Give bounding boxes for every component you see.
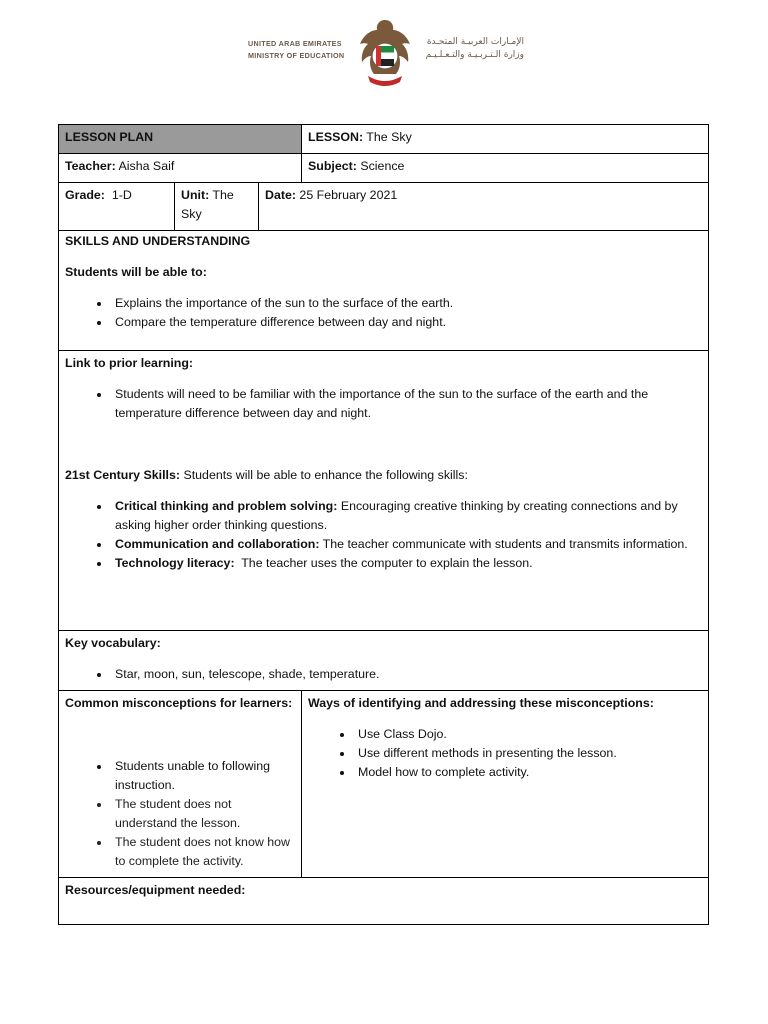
century-skill-label: Critical thinking and problem solving:: [115, 499, 338, 513]
ministry-header: [240, 14, 530, 90]
row-resources: [59, 878, 709, 925]
prior-learning-cell: [59, 351, 709, 631]
addressing-misconceptions-cell: [302, 691, 709, 878]
addressing-list: [308, 725, 702, 782]
row-teacher: [59, 154, 709, 183]
lesson-plan-table: [58, 124, 709, 925]
misconception-item: • The student does not know how to complete the activity.: [111, 833, 295, 871]
lesson-cell: [302, 125, 709, 154]
vocabulary-cell: [59, 631, 709, 691]
ministry-en-line-1: UNITED ARAB EMIRATES: [248, 39, 342, 48]
row-lesson: [59, 125, 709, 154]
row-misconceptions: [59, 691, 709, 878]
skills-cell: [59, 231, 709, 351]
century-skill-item: [111, 535, 702, 554]
century-skill-text: Encouraging creative thinking by creating connections and by asking higher order thinking questions.: [115, 499, 678, 532]
vocabulary-item: • Star, moon, sun, telescope, shade, temperature.: [111, 665, 702, 684]
teacher-label: Teacher:: [65, 159, 116, 173]
century-skills-text: Students will be able to enhance the following skills:: [180, 468, 468, 482]
teacher-cell: [59, 154, 302, 183]
unit-cell: [175, 183, 259, 231]
unit-value: The Sky: [181, 188, 234, 221]
skills-item: • Compare the temperature difference between day and night.: [111, 313, 702, 332]
addressing-item: • Use Class Dojo.: [354, 725, 702, 744]
vocabulary-title: Key vocabulary:: [65, 636, 161, 650]
ministry-ar-line-1: الإمـارات العربيـة المتحـدة: [426, 37, 524, 47]
subject-value: Science: [356, 159, 405, 173]
lesson-value: The Sky: [363, 130, 412, 144]
century-skill-text: The teacher communicate with students and transmits information.: [319, 537, 688, 551]
misconceptions-list: [65, 757, 295, 871]
century-skill-text: The teacher uses the computer to explain the lesson.: [234, 556, 533, 570]
date-cell: [259, 183, 709, 231]
row-skills: [59, 231, 709, 351]
century-skill-label: Communication and collaboration:: [115, 537, 320, 551]
century-skill-item: [111, 497, 702, 535]
century-skill-label: Technology literacy:: [115, 556, 235, 570]
prior-learning-list: [65, 385, 702, 423]
resources-cell: [59, 878, 709, 925]
row-vocabulary: [59, 631, 709, 691]
century-skills-label: 21st Century Skills:: [65, 468, 181, 482]
ministry-en-line-2: MINISTRY OF EDUCATION: [248, 51, 345, 60]
misconceptions-title: Common misconceptions for learners:: [65, 696, 293, 710]
row-prior-learning: [59, 351, 709, 631]
ministry-name-english: [248, 38, 344, 62]
unit-label: Unit:: [181, 188, 210, 202]
misconception-item: • Students unable to following instruction.: [111, 757, 295, 795]
vocabulary-list: [65, 665, 702, 684]
grade-label: Grade:: [65, 188, 105, 202]
misconception-item: • The student does not understand the lesson.: [111, 795, 295, 833]
addressing-item: • Model how to complete activity.: [354, 763, 702, 782]
skills-title: SKILLS AND UNDERSTANDING: [65, 234, 251, 248]
teacher-value: Aisha Saif: [115, 159, 175, 173]
prior-learning-item: • Students will need to be familiar with the importance of the sun to the surface of the earth and the temperature difference between day and night.: [111, 385, 702, 423]
grade-value: 1-D: [104, 188, 132, 202]
lesson-plan-cell: [59, 125, 302, 154]
date-value: 25 February 2021: [295, 188, 398, 202]
addressing-title: Ways of identifying and addressing these misconceptions:: [308, 696, 654, 710]
century-skills-heading: [65, 466, 702, 485]
lesson-label: LESSON:: [308, 130, 364, 144]
century-skills-list: [65, 497, 702, 573]
resources-title: Resources/equipment needed:: [65, 883, 246, 897]
lesson-plan-label: LESSON PLAN: [65, 130, 154, 144]
ministry-name-arabic: [426, 36, 524, 62]
ministry-ar-line-2: وزارة الـتـربـيـة والتـعـلـيـم: [425, 50, 524, 60]
date-label: Date:: [265, 188, 296, 202]
subject-cell: [302, 154, 709, 183]
skills-list: [65, 294, 702, 332]
uae-falcon-emblem-icon: [354, 16, 416, 88]
addressing-item: • Use different methods in presenting the lesson.: [354, 744, 702, 763]
row-grade: [59, 183, 709, 231]
prior-learning-title: Link to prior learning:: [65, 356, 194, 370]
subject-label: Subject:: [308, 159, 357, 173]
skills-item: • Explains the importance of the sun to the surface of the earth.: [111, 294, 702, 313]
skills-intro: Students will be able to:: [65, 265, 207, 279]
century-skill-item: [111, 554, 702, 573]
misconceptions-cell: [59, 691, 302, 878]
grade-cell: [59, 183, 175, 231]
